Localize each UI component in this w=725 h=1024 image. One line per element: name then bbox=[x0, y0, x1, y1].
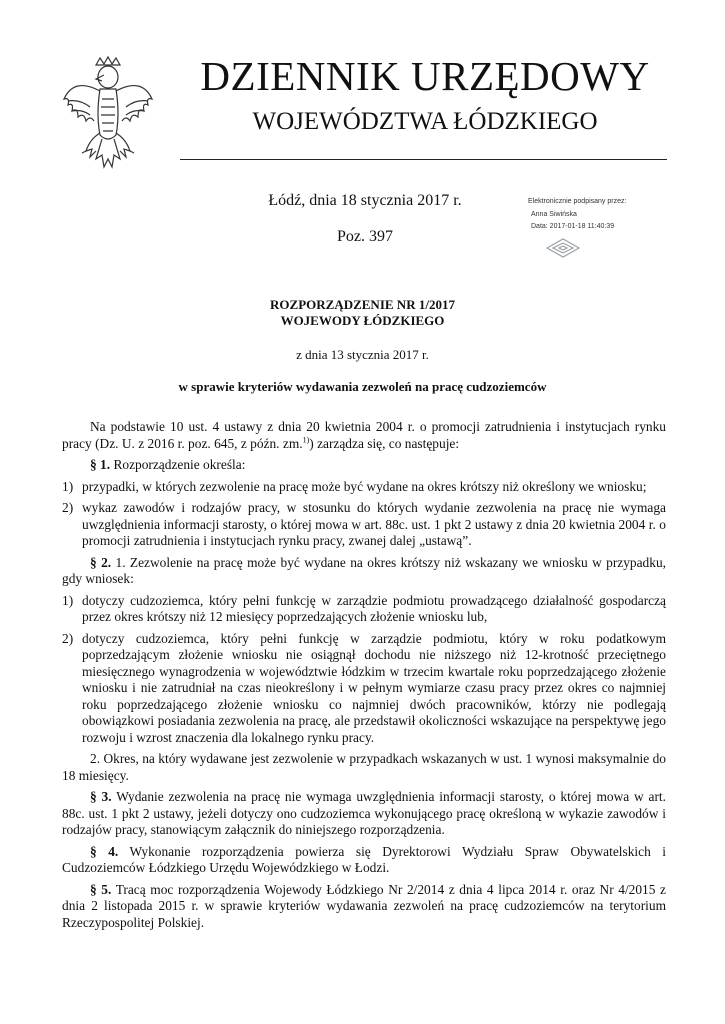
signature-stamp-icon bbox=[545, 237, 581, 259]
section-text: 1. Zezwolenie na pracę może być wydane na okres krótszy niż wskazany we wniosku w przypadku, gdy wniosek: bbox=[62, 554, 666, 586]
preamble-text: Na podstawie 10 ust. 4 ustawy z dnia 20 kwietnia 2004 r. o promocji zatrudnienia i instytucjach rynku pracy (Dz. U. z 2016 r. poz. 645, z późn. zm. bbox=[62, 419, 666, 451]
publication-date: Łódź, dnia 18 stycznia 2017 r. bbox=[268, 192, 462, 209]
section-5 bbox=[62, 882, 666, 932]
section-mark: § 1. bbox=[90, 457, 111, 472]
signature-date: Data: 2017-01-18 11:40:39 bbox=[531, 223, 615, 230]
list-item bbox=[62, 631, 666, 747]
act-title bbox=[0, 297, 725, 329]
signature-label: Elektronicznie podpisany przez: bbox=[528, 198, 627, 205]
preamble-text-end: ) zarządza się, co następuje: bbox=[309, 435, 460, 451]
item-number: 1) bbox=[62, 592, 74, 608]
item-number: 2) bbox=[62, 630, 74, 646]
footnote-ref: 1) bbox=[302, 435, 310, 445]
section-text: Tracą moc rozporządzenia Wojewody Łódzkiego Nr 2/2014 z dnia 4 lipca 2014 r. oraz Nr 4/2015 z dnia 2 listopada 2015 r. w sprawie kryteriów wydawania zezwoleń na pracę cudzoziemców na terytorium Rzeczypospolitej Polskiej. bbox=[62, 881, 666, 930]
section-2-para-2: 2. Okres, na który wydawane jest zezwolenie w przypadkach wskazanych w ust. 1 wynosi maksymalnie do 18 miesięcy. bbox=[62, 751, 666, 783]
section-2 bbox=[62, 555, 666, 588]
section-mark: § 2. bbox=[90, 554, 112, 570]
list-item bbox=[62, 479, 666, 496]
section-mark: § 3. bbox=[90, 789, 112, 804]
section-text: Wykonanie rozporządzenia powierza się Dyrektorowi Wydziału Spraw Obywatelskich i Cudzoziemców Łódzkiego Urzędu Wojewódzkiego w Łodzi. bbox=[62, 843, 666, 875]
item-text: przypadki, w których zezwolenie na pracę może być wydane na okres krótszy niż określony we wniosku; bbox=[82, 478, 647, 494]
position-number: Poz. 397 bbox=[337, 228, 393, 245]
section-mark: § 5. bbox=[90, 881, 112, 897]
eagle-emblem-icon bbox=[60, 55, 156, 171]
preamble bbox=[62, 419, 666, 452]
item-text: dotyczy cudzoziemca, który pełni funkcję w zarządzie podmiotu prowadzącego działalność gospodarczą przez okres krótszy niż 12 miesięcy poprzedzających złożenie wniosku lub, bbox=[82, 592, 666, 624]
journal-subtitle: WOJEWÓDZTWA ŁÓDZKIEGO bbox=[252, 108, 598, 135]
section-4 bbox=[62, 844, 666, 877]
list-item bbox=[62, 500, 666, 550]
section-3 bbox=[62, 789, 666, 839]
journal-title: DZIENNIK URZĘDOWY bbox=[200, 53, 650, 99]
section-text: Wydanie zezwolenia na pracę nie wymaga uwzględnienia informacji starosty, o której mowa w art. 88c. ust. 1 pkt 2 ustawy, jeżeli dotyczy ono cudzoziemca wykonującego pracę określoną w wykazie zawodów i rodzajów pracy, stanowiącym załącznik do niniejszego rozporządzenia. bbox=[62, 789, 667, 837]
act-title-line-1: ROZPORZĄDZENIE NR 1/2017 bbox=[270, 297, 455, 312]
item-text: dotyczy cudzoziemca, który pełni funkcję w zarządzie podmiotu, który w roku podatkowym poprzedzającym złożenie wniosku nie osiągnął dochodu nie niższego niż 12-krotność przeciętnego miesięcznego wynagrodzenia w województwie łódzkim w trzecim kwartale roku poprzedzającego złożenie wniosku i nie zatrudniał na czas nieokreślony i w pełnym wymiarze czasu pracy przez okres co najmniej roku poprzedzającego złożenie wniosku co najmniej dwóch pracowników, którzy nie podlegają obowiązkowi posiadania zezwolenia na pracę, ale przedstawił okoliczności wskazujące na perspektywę jego rozwoju i wzrost znaczenia dla lokalnego rynku pracy. bbox=[82, 630, 666, 745]
electronic-signature-block bbox=[528, 196, 626, 234]
list-item bbox=[62, 593, 666, 626]
header-divider bbox=[180, 159, 667, 160]
section-text: Rozporządzenie określa: bbox=[110, 457, 246, 472]
item-number: 2) bbox=[62, 500, 74, 515]
act-subject: w sprawie kryteriów wydawania zezwoleń na pracę cudzoziemców bbox=[178, 379, 547, 394]
item-number: 1) bbox=[62, 478, 74, 494]
section-mark: § 4. bbox=[90, 843, 119, 859]
act-body bbox=[62, 419, 666, 936]
signature-signer: Anna Siwińska bbox=[531, 210, 577, 218]
act-title-line-2: WOJEWODY ŁÓDZKIEGO bbox=[280, 313, 445, 328]
section-1 bbox=[62, 457, 666, 474]
item-text: wykaz zawodów i rodzajów pracy, w stosunku do których wydanie zezwolenia na pracę nie wymaga uwzględnienia informacji starosty, o której mowa w art. 88c. ust. 1 pkt 2 ustawy z dnia 20 kwietnia 2004 r. o promocji zatrudnienia i instytucjach rynku pracy, zwanej dalej „ustawą”. bbox=[82, 500, 666, 548]
act-date: z dnia 13 stycznia 2017 r. bbox=[296, 347, 429, 362]
